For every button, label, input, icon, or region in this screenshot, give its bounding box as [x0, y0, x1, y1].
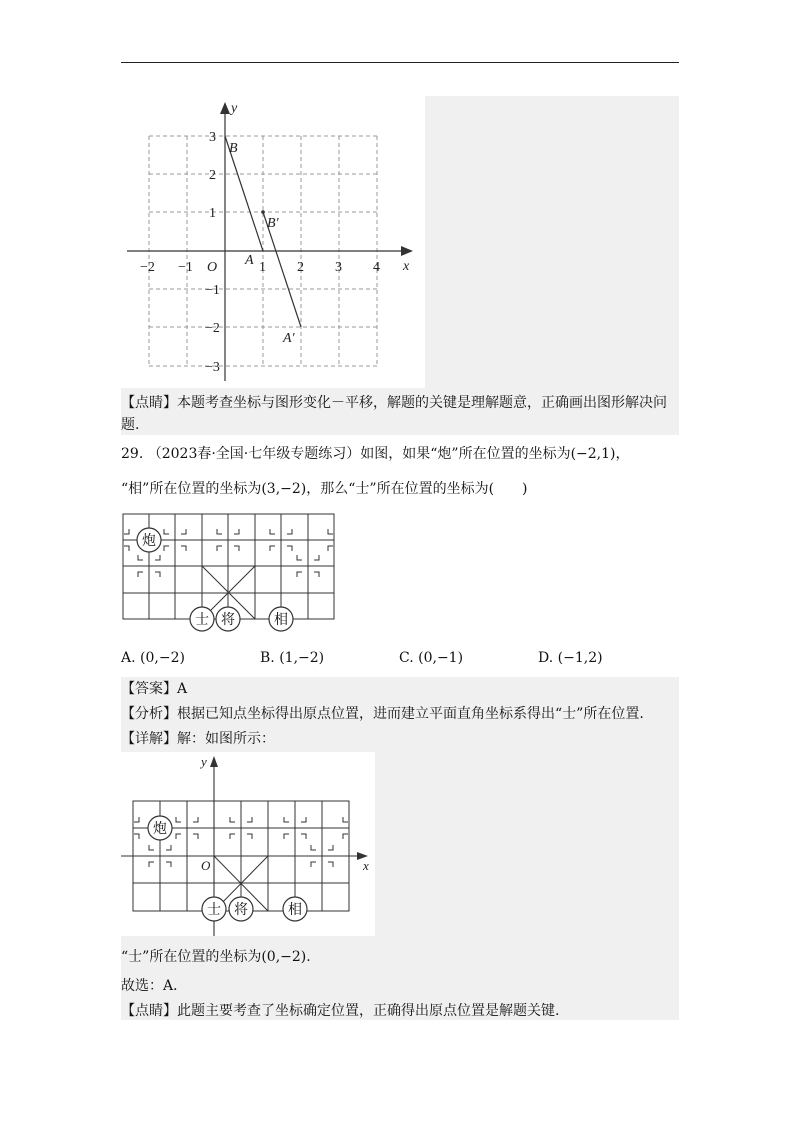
y-tick: −3 — [205, 360, 220, 375]
y-tick: 1 — [209, 206, 216, 221]
analysis-tag: 【分析】 — [121, 706, 177, 722]
question-line-1 — [121, 442, 630, 466]
conclusion-end: . — [306, 949, 311, 965]
dianjing-text: 本题考查坐标与图形变化－平移，解题的关键是理解题意，正确画出图形解决问 — [177, 395, 667, 411]
option-letter: A. — [121, 650, 136, 666]
pao-label: 炮 — [153, 822, 167, 837]
pao-coordinate: (−2,1) — [570, 446, 616, 462]
dianjing-text: 此题主要考查了坐标确定位置，正确得出原点位置是解题关键. — [177, 1003, 560, 1019]
point-b-prime-label: B′ — [267, 216, 279, 231]
x-tick: 3 — [335, 260, 342, 275]
x-tick: −1 — [178, 260, 193, 275]
option-a[interactable] — [121, 646, 185, 670]
choice-line — [121, 974, 187, 998]
translation-figure — [121, 96, 425, 388]
conclusion-text: “士”所在位置的坐标为 — [121, 949, 262, 965]
point-a-prime-label: A′ — [283, 331, 295, 346]
detail-text: 解：如图所示： — [177, 731, 275, 747]
detail-tag: 【详解】 — [121, 731, 177, 747]
dianjing-1-line2 — [121, 413, 139, 437]
dianjing-2-line — [121, 999, 559, 1023]
shi-label: 士 — [207, 903, 221, 918]
option-letter: B. — [260, 650, 275, 666]
conclusion-line — [121, 945, 311, 969]
answer-tag: 【答案】 — [121, 681, 177, 697]
y-tick: −2 — [205, 321, 220, 336]
page-top-rule — [121, 62, 679, 63]
option-d[interactable] — [538, 646, 603, 670]
x-tick: 4 — [373, 260, 380, 275]
dianjing-text-continued: 题. — [121, 417, 140, 433]
option-value: (1,−2) — [279, 650, 325, 666]
analysis-line — [121, 702, 644, 726]
y-axis-label: y — [231, 101, 238, 116]
option-c[interactable] — [399, 646, 463, 670]
option-letter: C. — [399, 650, 414, 666]
question-line-2 — [121, 477, 528, 501]
question-text-1: 如图，如果“炮”所在位置的坐标为 — [360, 446, 571, 462]
choice-text: 故选：A． — [121, 978, 188, 994]
question-source: （2023春·全国·七年级专题练习） — [147, 446, 361, 462]
option-value: (0,−2) — [140, 650, 185, 666]
detail-line — [121, 727, 275, 751]
origin-label: O — [201, 858, 211, 873]
analysis-text: 根据已知点坐标得出原点位置，进而建立平面直角坐标系得出“士”所在位置. — [177, 706, 644, 722]
y-tick: 3 — [209, 130, 216, 145]
answer-line — [121, 677, 187, 701]
y-tick: −1 — [205, 283, 220, 298]
x-axis-label: x — [403, 259, 410, 274]
xiang-label: 相 — [274, 613, 288, 628]
xiang-coordinate: (3,−2) — [261, 481, 307, 497]
dianjing-tag: 【点睛】 — [121, 1003, 177, 1019]
y-tick: 2 — [209, 168, 216, 183]
option-letter: D. — [538, 650, 554, 666]
question-text-2: “相”所在位置的坐标为 — [121, 481, 262, 497]
origin-label: O — [207, 260, 218, 275]
shi-label: 士 — [195, 613, 209, 628]
x-tick: 2 — [297, 260, 304, 275]
xiang-label: 相 — [288, 903, 302, 918]
answer-text: A — [177, 681, 188, 697]
x-tick: 1 — [259, 260, 266, 275]
point-b-label: B — [229, 141, 238, 156]
jiang-label: 将 — [221, 613, 235, 628]
chess-board-solution-figure — [121, 752, 375, 936]
question-text-3: ，那么“士”所在位置的坐标为( ) — [306, 481, 528, 497]
point-a-label: A — [245, 253, 254, 268]
question-punct: ， — [615, 446, 630, 462]
jiang-label: 将 — [234, 903, 248, 918]
dianjing-1-line1 — [121, 391, 667, 415]
x-tick: −2 — [140, 260, 155, 275]
chess-board-figure — [121, 512, 336, 636]
question-number: 29. — [121, 446, 144, 462]
dianjing-tag: 【点睛】 — [121, 395, 177, 411]
shi-coordinate: (0,−2) — [261, 949, 307, 965]
pao-label: 炮 — [142, 534, 156, 549]
option-b[interactable] — [260, 646, 324, 670]
point-b-prime-dot — [261, 210, 265, 214]
option-value: (−1,2) — [557, 650, 603, 666]
option-value: (0,−1) — [418, 650, 464, 666]
x-axis-label: x — [363, 858, 369, 873]
y-axis-label: y — [201, 754, 207, 769]
